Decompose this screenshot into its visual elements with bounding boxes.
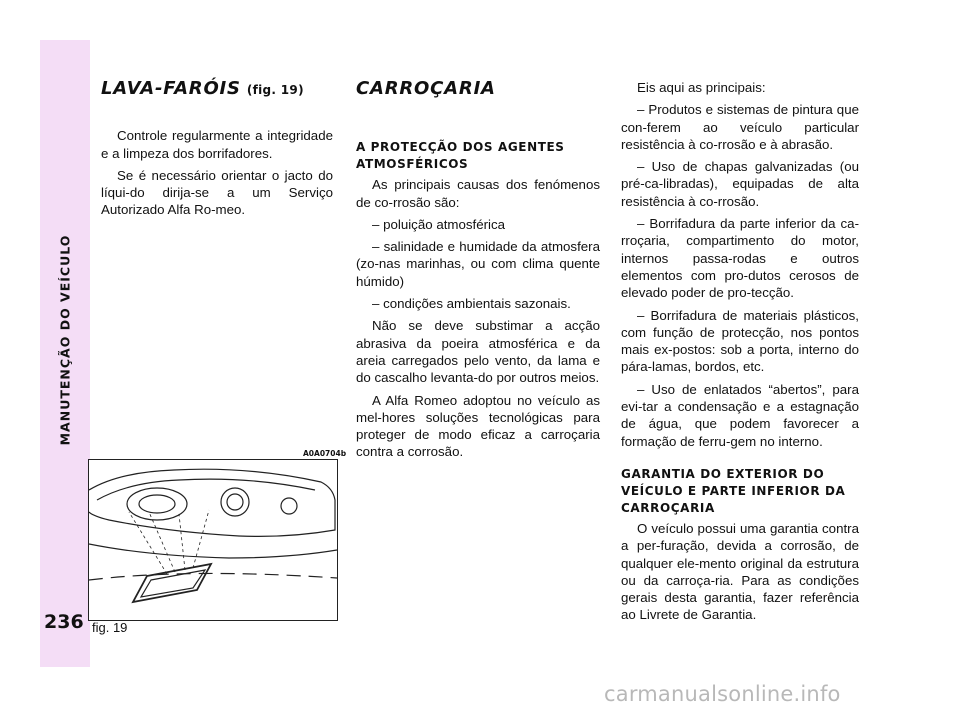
paragraph: O veículo possui uma garantia contra a per-furação, devida a corrosão, de qualquer ele-mento original da estrutura ou da carroça-ria. Para as condições gerais desta garantia, fazer referência ao Livrete de Garantia. [621, 520, 859, 623]
section-title: MANUTENÇÃO DO VEÍCULO [57, 234, 73, 446]
page-number: 236 [44, 611, 84, 633]
heading-text: LAVA-FARÓIS [101, 78, 241, 99]
list-item: – Produtos e sistemas de pintura que con-ferem ao veículo particular resistência à co-rrosão e à abrasão. [621, 102, 859, 152]
left-column [101, 80, 333, 224]
headlamp-washer-illustration-icon [89, 460, 337, 620]
heading-figure-ref: (fig. 19) [246, 83, 304, 97]
list-item: – poluição atmosférica [372, 216, 506, 232]
atmospheric-agents-subheading: A PROTECÇÃO DOS AGENTES ATMOSFÉRICOS [356, 140, 565, 172]
middle-column [356, 80, 600, 466]
paragraph: Se é necessário orientar o jacto do líqui-do dirija-se a um Serviço Autorizado Alfa Ro-meo. [101, 167, 333, 218]
list-item: – Borrifadura de materiais plásticos, com função de protecção, nos pontos mais ex-postos: sob a porta, interno do pára-lamas, bordos, etc. [621, 307, 859, 375]
paragraph: A Alfa Romeo adoptou no veículo as mel-hores soluções tecnológicas para proteger de modo eficaz a carroçaria contra a corrosão. [356, 392, 600, 460]
list-item: – Uso de enlatados “abertos”, para evi-tar a condensação e a estagnação de água, que podem favorecer a formação de ferru-gem no interno. [621, 381, 859, 449]
list-item: – Borrifadura da parte inferior da ca-rroçaria, compartimento do motor, internos passa-rodas e outros elementos com pro-dutos cerosos de elevado poder de pro-tecção. [621, 216, 859, 301]
carrocaria-heading: CARROÇARIA [356, 78, 496, 99]
list-item: – salinidade e humidade da atmosfera (zo-nas marinhas, ou com clima quente húmido) [356, 239, 600, 289]
paragraph: Não se deve substimar a acção abrasiva da poeira atmosférica e da areia carregados pelo vento, da lama e do cascalho levanta-do por outros meios. [356, 318, 600, 386]
warranty-subheading: GARANTIA DO EXTERIOR DO VEÍCULO E PARTE INFERIOR DA CARROÇARIA [621, 466, 846, 515]
figure-caption: fig. 19 [92, 620, 128, 635]
figure-code: A0A0704b [303, 449, 347, 458]
watermark: carmanualsonline.info [604, 682, 841, 706]
paragraph: Controle regularmente a integridade e a limpeza dos borrifadores. [101, 128, 333, 161]
list-item: – Uso de chapas galvanizadas (ou pré-ca-libradas), equipadas de alta resistência à co-rrosão. [621, 159, 859, 209]
figure-box [88, 459, 338, 621]
list-item: – condições ambientais sazonais. [372, 296, 571, 312]
right-column [621, 79, 859, 629]
paragraph: As principais causas dos fenómenos de co-rrosão são: [356, 177, 600, 210]
paragraph: Eis aqui as principais: [637, 80, 766, 95]
lava-farois-heading [101, 80, 333, 99]
